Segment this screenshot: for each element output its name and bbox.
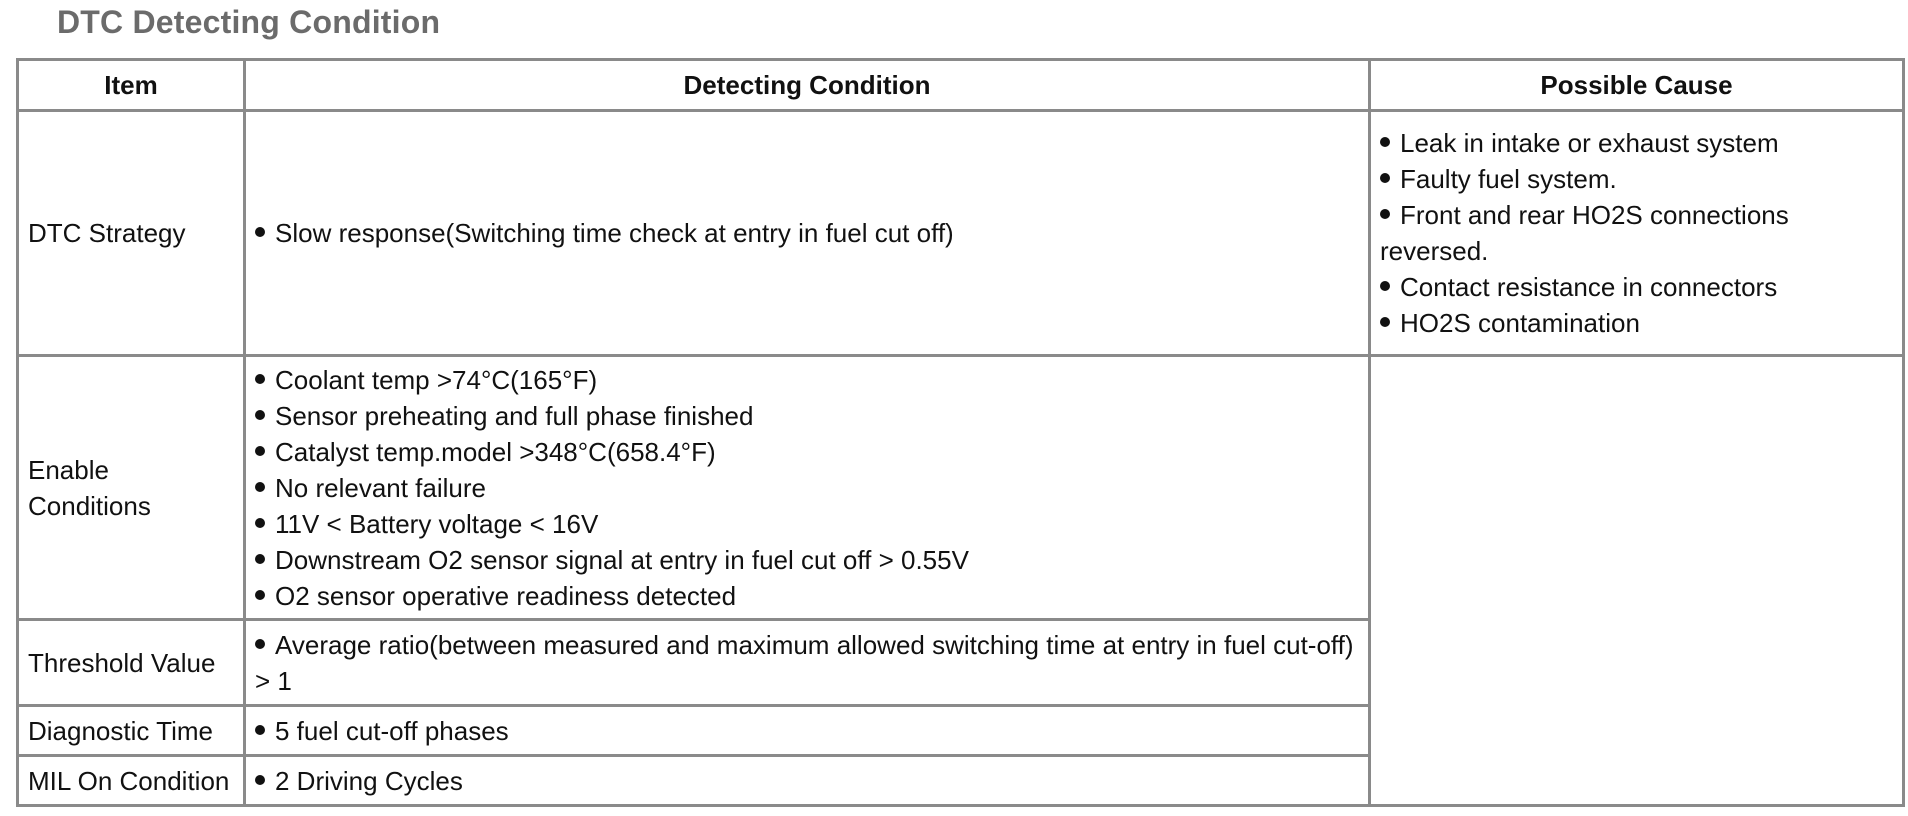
condition-cell-diagnostic-time [245,706,1370,756]
header-detecting-condition: Detecting Condition [245,60,1370,111]
table-header-row [18,60,1904,111]
condition-item: Downstream O2 sensor signal at entry in fuel cut off > 0.55V [255,542,1359,578]
condition-item: Average ratio(between measured and maximum allowed switching time at entry in fuel cut-off) > 1 [255,629,1354,696]
cause-item: Front and rear HO2S connections reversed. [1380,200,1789,266]
bullet-icon [255,518,265,528]
bullet-icon [255,410,265,420]
cause-item: Contact resistance in connectors [1380,269,1893,305]
header-item: Item [18,60,245,111]
bullet-icon [255,374,265,384]
item-enable-conditions: Enable Conditions [18,356,245,620]
bullet-icon [1380,209,1390,219]
bullet-icon [255,446,265,456]
item-dtc-strategy: DTC Strategy [18,111,245,356]
condition-item: Coolant temp >74°C(165°F) [255,362,1359,398]
condition-item: Catalyst temp.model >348°C(658.4°F) [255,434,1359,470]
bullet-icon [1380,137,1390,147]
page-title: DTC Detecting Condition [57,4,441,40]
condition-cell-mil-on-condition [245,756,1370,806]
condition-item: No relevant failure [255,470,1359,506]
condition-item: Sensor preheating and full phase finished [255,398,1359,434]
condition-cell-enable-conditions [245,356,1370,620]
condition-item: O2 sensor operative readiness detected [255,578,1359,614]
item-threshold-value: Threshold Value [18,620,245,706]
bullet-icon [1380,317,1390,327]
condition-item: 5 fuel cut-off phases [255,713,1359,749]
condition-item: Slow response(Switching time check at entry in fuel cut off) [255,215,1359,251]
bullet-icon [255,554,265,564]
bullet-icon [1380,173,1390,183]
item-mil-on-condition: MIL On Condition [18,756,245,806]
dtc-table [16,58,1905,807]
bullet-icon [255,482,265,492]
bullet-icon [255,725,265,735]
bullet-icon [1380,281,1390,291]
condition-item: 2 Driving Cycles [255,763,1359,799]
cause-item: HO2S contamination [1380,305,1893,341]
item-diagnostic-time: Diagnostic Time [18,706,245,756]
condition-item: 11V < Battery voltage < 16V [255,506,1359,542]
condition-cell-threshold-value [245,620,1370,706]
possible-cause-empty-cell [1370,356,1904,806]
bullet-icon [255,227,265,237]
row-dtc-strategy [18,111,1904,356]
bullet-icon [255,639,265,649]
bullet-icon [255,590,265,600]
bullet-icon [255,775,265,785]
condition-cell-dtc-strategy [245,111,1370,356]
cause-item: Leak in intake or exhaust system [1380,125,1893,161]
possible-cause-cell [1370,111,1904,356]
row-enable-conditions [18,356,1904,620]
cause-item: Faulty fuel system. [1380,161,1893,197]
header-possible-cause: Possible Cause [1370,60,1904,111]
